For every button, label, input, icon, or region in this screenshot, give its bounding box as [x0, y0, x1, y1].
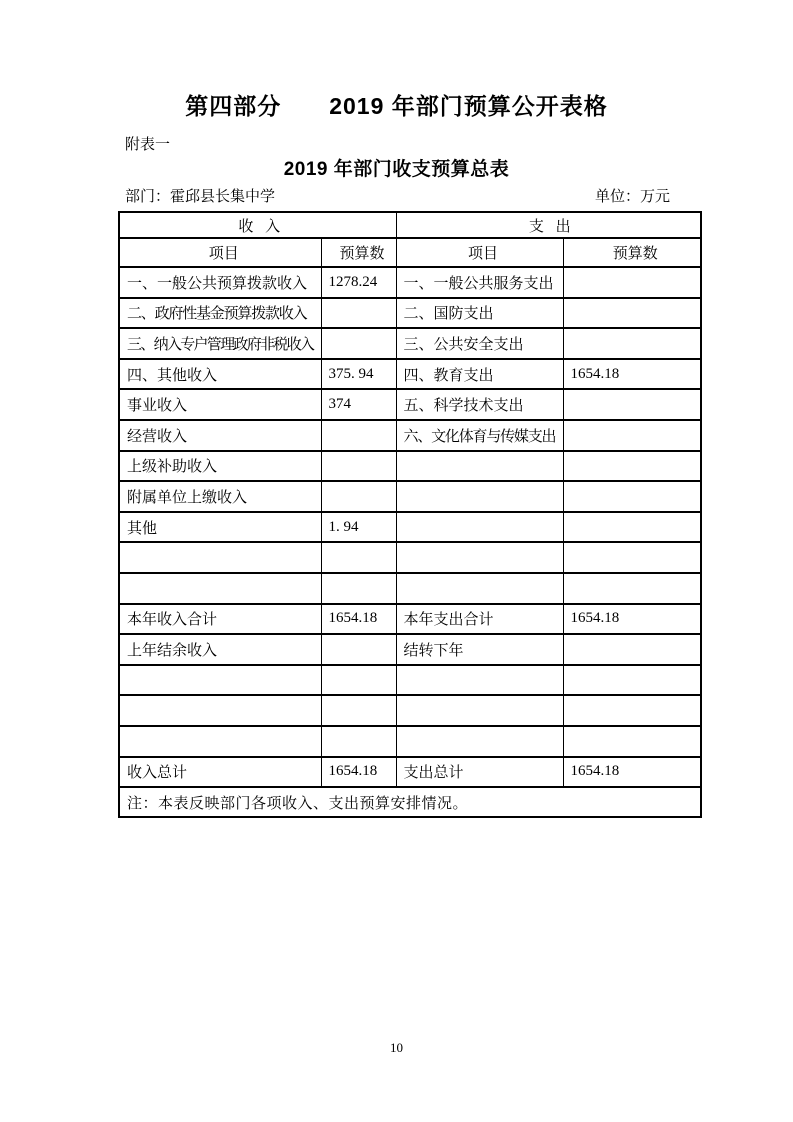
table-row	[119, 451, 701, 482]
income-item-cell: 二、政府性基金预算拨款收入	[119, 298, 321, 329]
expense-item-cell	[396, 665, 563, 696]
income-item-cell: 本年收入合计	[119, 604, 321, 635]
table-row	[119, 298, 701, 329]
expense-item-cell	[396, 726, 563, 757]
meta-line	[125, 185, 670, 206]
income-item-cell	[119, 665, 321, 696]
income-value-cell: 1654.18	[321, 757, 396, 788]
expense-value-cell	[563, 634, 701, 665]
expense-section-header: 支 出	[396, 212, 701, 238]
table-row	[119, 726, 701, 757]
expense-item-cell: 四、教育支出	[396, 359, 563, 390]
table-row	[119, 389, 701, 420]
table-row	[119, 573, 701, 604]
expense-item-cell	[396, 573, 563, 604]
income-item-cell: 收入总计	[119, 757, 321, 788]
expense-item-header: 项目	[396, 238, 563, 267]
expense-item-cell: 支出总计	[396, 757, 563, 788]
table-title: 2019 年部门收支预算总表	[283, 159, 510, 180]
income-item-cell: 经营收入	[119, 420, 321, 451]
expense-value-cell	[563, 298, 701, 329]
income-item-cell: 事业收入	[119, 389, 321, 420]
expense-value-cell	[563, 726, 701, 757]
income-value-cell	[321, 726, 396, 757]
budget-table	[118, 211, 702, 818]
expense-item-cell: 六、文化体育与传媒支出	[396, 420, 563, 451]
table-row	[119, 695, 701, 726]
income-item-cell: 附属单位上缴收入	[119, 481, 321, 512]
income-budget-header: 预算数	[321, 238, 396, 267]
expense-item-cell	[396, 542, 563, 573]
expense-value-cell: 1654.18	[563, 757, 701, 788]
income-value-cell	[321, 298, 396, 329]
income-value-cell: 1654.18	[321, 604, 396, 635]
income-value-cell	[321, 542, 396, 573]
table-row	[119, 328, 701, 359]
expense-value-cell	[563, 481, 701, 512]
expense-value-cell	[563, 420, 701, 451]
income-item-cell: 四、其他收入	[119, 359, 321, 390]
income-item-cell: 上年结余收入	[119, 634, 321, 665]
expense-value-cell	[563, 573, 701, 604]
expense-budget-header: 预算数	[563, 238, 701, 267]
table-row	[119, 757, 701, 788]
income-item-cell	[119, 542, 321, 573]
income-value-cell: 1278.24	[321, 267, 396, 298]
expense-item-cell: 结转下年	[396, 634, 563, 665]
income-section-header: 收 入	[119, 212, 396, 238]
table-row	[119, 512, 701, 543]
expense-item-cell: 三、公共安全支出	[396, 328, 563, 359]
income-item-cell	[119, 695, 321, 726]
expense-value-cell	[563, 665, 701, 696]
expense-item-cell	[396, 451, 563, 482]
expense-value-cell	[563, 451, 701, 482]
table-row-column-header	[119, 238, 701, 267]
table-row	[119, 481, 701, 512]
expense-item-cell: 本年支出合计	[396, 604, 563, 635]
income-value-cell	[321, 695, 396, 726]
expense-value-cell	[563, 512, 701, 543]
income-value-cell	[321, 573, 396, 604]
income-item-header: 项目	[119, 238, 321, 267]
income-item-cell	[119, 573, 321, 604]
income-value-cell: 374	[321, 389, 396, 420]
table-row	[119, 359, 701, 390]
income-value-cell	[321, 328, 396, 359]
table-note: 注：本表反映部门各项收入、支出预算安排情况。	[119, 787, 701, 817]
income-value-cell	[321, 481, 396, 512]
table-row	[119, 420, 701, 451]
expense-value-cell: 1654.18	[563, 604, 701, 635]
section-title: 第四部分 2019 年部门预算公开表格	[185, 93, 608, 119]
table-row	[119, 634, 701, 665]
expense-item-cell: 一、一般公共服务支出	[396, 267, 563, 298]
income-item-cell: 其他	[119, 512, 321, 543]
income-item-cell: 一、一般公共预算拨款收入	[119, 267, 321, 298]
expense-value-cell: 1654.18	[563, 359, 701, 390]
expense-value-cell	[563, 328, 701, 359]
table-row-note	[119, 787, 701, 817]
expense-item-cell: 五、科学技术支出	[396, 389, 563, 420]
table-row-group-header	[119, 212, 701, 238]
income-item-cell: 上级补助收入	[119, 451, 321, 482]
table-row	[119, 267, 701, 298]
expense-value-cell	[563, 542, 701, 573]
expense-value-cell	[563, 389, 701, 420]
income-value-cell: 1. 94	[321, 512, 396, 543]
table-row	[119, 604, 701, 635]
income-value-cell	[321, 634, 396, 665]
expense-value-cell	[563, 695, 701, 726]
page-number: 10	[390, 1040, 403, 1055]
expense-item-cell: 二、国防支出	[396, 298, 563, 329]
income-value-cell	[321, 451, 396, 482]
department-label: 部门：霍邱县长集中学	[125, 189, 276, 205]
expense-item-cell	[396, 695, 563, 726]
income-item-cell: 三、纳入专户管理政府非税收入	[119, 328, 321, 359]
unit-label: 单位：万元	[594, 189, 670, 205]
table-row	[119, 665, 701, 696]
expense-item-cell	[396, 481, 563, 512]
income-value-cell: 375. 94	[321, 359, 396, 390]
table-row	[119, 542, 701, 573]
income-value-cell	[321, 665, 396, 696]
income-item-cell	[119, 726, 321, 757]
expense-value-cell	[563, 267, 701, 298]
income-value-cell	[321, 420, 396, 451]
expense-item-cell	[396, 512, 563, 543]
attachment-label: 附表一	[125, 137, 171, 153]
